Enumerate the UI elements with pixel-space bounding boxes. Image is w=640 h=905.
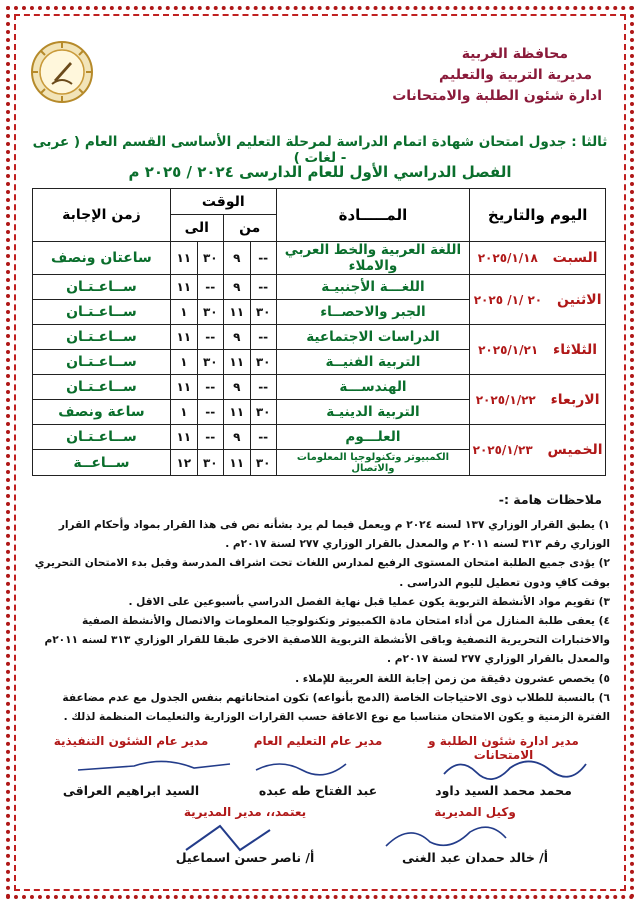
subject-cell: العلـــوم xyxy=(276,425,470,450)
notes-list xyxy=(30,516,610,727)
from-hour: ٩ xyxy=(223,375,250,400)
header-block xyxy=(362,44,602,107)
to-hour: ١١ xyxy=(170,275,197,300)
to-minute: ٣٠ xyxy=(197,450,223,476)
note-item: ٥) يخصص عشرون دقيقة من زمن إجابة اللغة العربية للإملاء . xyxy=(295,672,610,685)
to-hour: ١١ xyxy=(170,375,197,400)
answer-time-cell: ســاعـتـان xyxy=(33,425,171,450)
signature-title-students-affairs: مدير ادارة شئون الطلبة و الامتحانات xyxy=(428,734,579,762)
from-minute: -- xyxy=(250,325,276,350)
from-hour: ١١ xyxy=(223,450,250,476)
from-minute: ٣٠ xyxy=(250,450,276,476)
signature-name-general-education: عبد الفتاح طه عبده xyxy=(258,783,378,798)
to-hour: ١ xyxy=(170,350,197,375)
day-tuesday: الثلاثاء ٢٠٢٥/١/٢١ xyxy=(470,325,606,375)
from-minute: ٣٠ xyxy=(250,350,276,375)
to-minute: ٣٠ xyxy=(197,350,223,375)
answer-time-cell: ســاعــة xyxy=(33,450,171,476)
to-hour: ١١ xyxy=(170,425,197,450)
header-subject: المـــــادة xyxy=(276,189,470,242)
from-hour: ٩ xyxy=(223,275,250,300)
to-minute: -- xyxy=(197,400,223,425)
note-item: ٤) يعفى طلبة المنازل من أداء امتحان مادة الكمبيوتر وتكنولوجيا المعلومات والاتصال والأنشطة الصفية والاختبارات التحريرية التصفية وباقى الأنشطة التربوية اللاصفية الاخرى طبقا للقرار الوزاري ٣١٣ لسنه ٢٠١١م والمعدل بالقرار الوزاري ٢٧٧ لسنة ٢٠١٧م . xyxy=(44,615,610,666)
from-hour: ١١ xyxy=(223,400,250,425)
answer-time-cell: ساعتان ونصف xyxy=(33,242,171,275)
notes-title: ملاحظات هامة :- xyxy=(498,492,602,507)
signature-scribble-icon xyxy=(380,818,510,854)
to-hour: ١١ xyxy=(170,242,197,275)
from-minute: ٣٠ xyxy=(250,300,276,325)
signature-name-director: أ/ ناصر حسن اسماعيل xyxy=(175,850,315,865)
answer-time-cell: ســاعـتـان xyxy=(33,375,171,400)
signature-scribble-icon xyxy=(74,746,234,782)
signature-name-students-affairs: محمد محمد السيد داود xyxy=(435,783,572,798)
exam-schedule-table xyxy=(32,188,606,476)
signature-name-deputy: أ/ خالد حمدان عبد الغنى xyxy=(401,850,549,865)
from-minute: ٣٠ xyxy=(250,400,276,425)
from-minute: -- xyxy=(250,242,276,275)
from-minute: -- xyxy=(250,425,276,450)
to-minute: -- xyxy=(197,375,223,400)
subject-cell: اللغة العربية والخط العربي والاملاء xyxy=(276,242,470,275)
term-title: الفصل الدراسي الأول للعام الدارسى ٢٠٢٤ / ٢٠٢٥ م xyxy=(128,163,512,181)
answer-time-cell: ســاعـتـان xyxy=(33,275,171,300)
header-to: الى xyxy=(170,215,223,242)
signature-name-executive-affairs: السيد ابراهيم العراقى xyxy=(62,783,200,798)
subject-cell: الدراسات الاجتماعية xyxy=(276,325,470,350)
answer-time-cell: ساعة ونصف xyxy=(33,400,171,425)
note-item: ٣) تقويم مواد الأنشطة التربوية يكون عمليا قبل نهاية الفصل الدراسي بأسبوعين على الاقل . xyxy=(128,595,610,608)
to-hour: ١٢ xyxy=(170,450,197,476)
to-minute: -- xyxy=(197,325,223,350)
signature-title-deputy: وكيل المديرية xyxy=(434,805,516,819)
signature-scribble-icon xyxy=(440,750,590,784)
answer-time-cell: ســاعـتـان xyxy=(33,350,171,375)
note-item: ١) يطبق القرار الوزاري ١٣٧ لسنه ٢٠٢٤ م ويعمل فيما لم يرد بشأنه نص فى هذا القرار بمواد وأحكام القرار الوزاري رقم ٣١٣ لسنه ٢٠١١ م والمعدل بالقرار الوزاري ٢٧٧ لسنة ٢٠١٧م . xyxy=(58,519,610,551)
to-minute: -- xyxy=(197,275,223,300)
day-saturday: السبت ٢٠٢٥/١/١٨ xyxy=(470,242,606,275)
signature-title-general-education: مدير عام التعليم العام xyxy=(253,734,383,748)
day-wednesday: الاربعاء ٢٠٢٥/١/٢٢ xyxy=(470,375,606,425)
signature-title-executive-affairs: مدير عام الشئون التنفيذية xyxy=(53,734,209,748)
subject-cell: الكمبيوتر وتكنولوجيا المعلومات والاتصال xyxy=(276,450,470,476)
to-minute: -- xyxy=(197,425,223,450)
governorate-label: محافظة الغربية xyxy=(461,46,568,62)
from-minute: -- xyxy=(250,375,276,400)
answer-time-cell: ســاعـتـان xyxy=(33,300,171,325)
to-minute: ٣٠ xyxy=(197,242,223,275)
subject-cell: الهندســـة xyxy=(276,375,470,400)
directorate-label: مديرية التربية والتعليم xyxy=(439,67,592,83)
from-hour: ٩ xyxy=(223,425,250,450)
directorate-seal-icon xyxy=(30,40,94,104)
from-minute: -- xyxy=(250,275,276,300)
header-time: الوقت xyxy=(170,189,276,215)
day-thursday: الخميس ٢٠٢٥/١/٢٣ xyxy=(470,425,606,476)
subject-cell: اللغـــة الأجنبيـة xyxy=(276,275,470,300)
department-label: ادارة شئون الطلبة والامتحانات xyxy=(392,88,602,104)
subject-cell: التربية الفنيــة xyxy=(276,350,470,375)
note-item: ٢) يؤدى جميع الطلبة امتحان المستوى الرفيع لمدارس اللغات تحت اشراف المدرسة وقبل بدء الامتحان التحريري بوقت كافِ ودون تعطيل لليوم الدراسى . xyxy=(34,557,610,589)
to-minute: ٣٠ xyxy=(197,300,223,325)
to-hour: ١ xyxy=(170,400,197,425)
header-from: من xyxy=(223,215,276,242)
from-hour: ٩ xyxy=(223,325,250,350)
subject-cell: التربية الدينيـة xyxy=(276,400,470,425)
header-answer-time: زمن الإجابة xyxy=(33,189,171,242)
from-hour: ٩ xyxy=(223,242,250,275)
day-monday: الاثنين ٢٠ /١/ ٢٠٢٥ xyxy=(470,275,606,325)
note-item: ٦) بالنسبة للطلاب ذوى الاحتياجات الخاصة (الدمج بأنواعه) تكون امتحاناتهم بنفس الجدول مع عدم مضاعفة الفترة الزمنية و يكون الامتحان متناسبا مع نوع الاعاقة حسب القرارات الوزارية والتعليمات المنظمة لذلك . xyxy=(62,691,610,724)
signature-scribble-icon xyxy=(250,752,350,782)
subject-cell: الجبر والاحصــاء xyxy=(276,300,470,325)
to-hour: ١١ xyxy=(170,325,197,350)
signature-title-director: يعتمد،، مدير المديرية xyxy=(183,805,307,819)
from-hour: ١١ xyxy=(223,300,250,325)
schedule-title: ثالثا : جدول امتحان شهادة اتمام الدراسة لمرحلة التعليم الأساسى القسم العام ( عربى - لغات ) xyxy=(32,134,608,166)
header-day-date: اليوم والتاريخ xyxy=(470,189,606,242)
answer-time-cell: ســاعـتـان xyxy=(33,325,171,350)
from-hour: ١١ xyxy=(223,350,250,375)
to-hour: ١ xyxy=(170,300,197,325)
